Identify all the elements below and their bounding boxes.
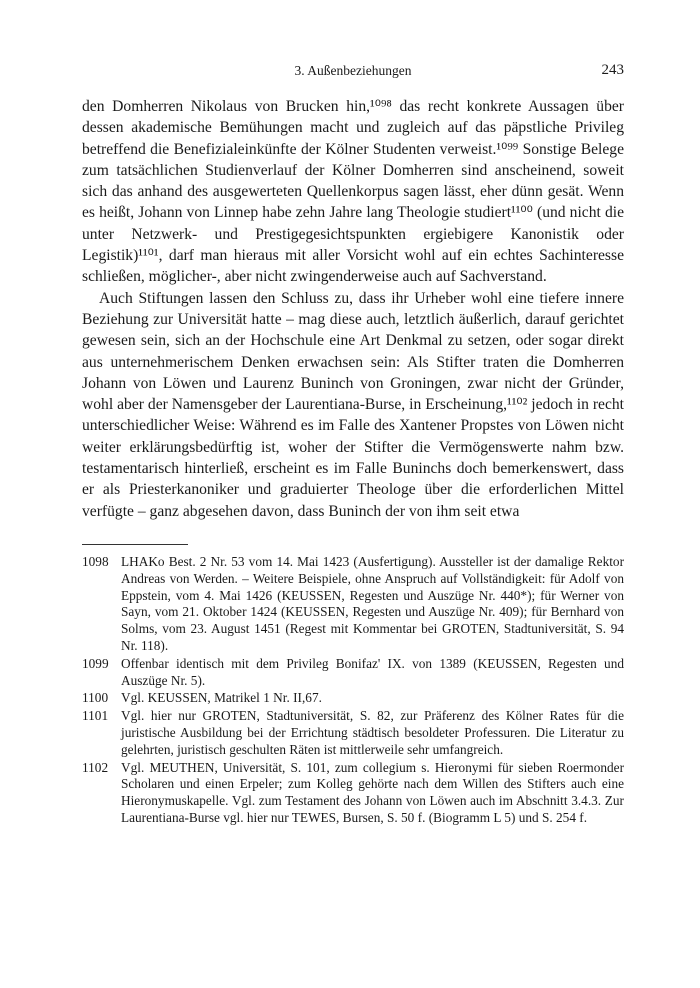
chapter-title: 3. Außenbeziehungen <box>294 63 412 78</box>
footnote-text: Vgl. hier nur GROTEN, Stadtuniversität, S. 82, zur Präferenz des Kölner Rates für die juristische Ausbildung bei der Errichtung städtisch besoldeter Professuren. Die Literatur zu gelehrten, juristisch geschulten Räten ist mittlerweile sehr umfangreich. <box>121 708 624 757</box>
footnote-text: Vgl. MEUTHEN, Universität, S. 101, zum collegium s. Hieronymi für sieben Roermonder Scholaren und einen Erpeler; zum Kolleg gehörte nach dem Willen des Stifters auch eine Hieronymuskapelle. Vgl. zum Testament des Johann von Löwen auch im Abschnitt 3.4.3. Zur Laurentiana-Burse vgl. hier nur TEWES, Bursen, S. 50 f. (Biogramm L 5) und S. 254 f. <box>121 759 624 825</box>
footnote-text: LHAKo Best. 2 Nr. 53 vom 14. Mai 1423 (Ausfertigung). Aussteller ist der damalige Rektor Andreas von Werden. – Weitere Beispiele, ohne Anspruch auf Vollständigkeit: für Adolf von Eppstein, vom 4. Mai 1426 (KEUSSEN, Regesten und Auszüge Nr. 440*); für Werner von Sayn, vom 21. Oktober 1424 (KEUSSEN, Regesten und Auszüge Nr. 409); für Bernhard von Solms, vom 23. August 1451 (Regest mit Kommentar bei GROTEN, Stadtuniversität, S. 94 Nr. 118). <box>121 554 624 653</box>
footnote-number: 1098 <box>82 554 109 569</box>
page-number: 243 <box>601 62 624 78</box>
footnote-1101 <box>82 708 624 758</box>
footnote-number: 1102 <box>82 759 109 775</box>
footnote-number: 1100 <box>82 690 109 706</box>
footnote-separator <box>82 544 188 545</box>
footnotes <box>82 554 624 828</box>
footnote-1099 <box>82 656 624 690</box>
paragraph-2: Auch Stiftungen lassen den Schluss zu, dass ihr Urheber wohl eine tiefere innere Beziehung zur Universität hatte – mag diese auch, letztlich äußerlich, darauf gerichtet gewesen sein, sich an der Hochschule eine Art Denkmal zu setzen, oder sogar direkt aus unternehmerischem Denken erwachsen sein: Als Stifter traten die Domherren Johann von Löwen und Laurenz Buninch von Groningen, zwar nicht der Gründer, wohl aber der Namensgeber der Laurentiana-Burse, in Erscheinung,¹¹⁰² jedoch in recht unterschiedlicher Weise: Während es im Falle des Xantener Propstes von Löwen nicht weiter erklärungsbedürftig ist, woher der Stifter die Vermögenswerte nahm bzw. testamentarisch hinterließ, erscheint es im Falle Buninchs doch bemerkenswert, dass er als Priesterkanoniker und graduierter Theologe über die erforderlichen Mittel verfügte – ganz abgesehen davon, dass Buninch der von ihm seit etwa <box>82 289 624 520</box>
footnote-1098 <box>82 554 624 655</box>
footnote-1100 <box>82 690 624 707</box>
main-text <box>82 96 624 522</box>
footnote-1102 <box>82 760 624 827</box>
paragraph-1: den Domherren Nikolaus von Brucken hin,¹⁰⁹⁸ das recht konkrete Aussagen über dessen akademische Bemühungen macht und zugleich auf das päpstliche Privileg betreffend die Benefizialeinkünfte der Kölner Studenten verweist.¹⁰⁹⁹ Sonstige Belege zum tatsächlichen Studienverlauf der Kölner Domherren sind anscheinend, soweit sich das anhand des ausgewerteten Quellenkorpus sagen lässt, eher dünn gesät. Wenn es heißt, Johann von Linnep habe zehn Jahre lang Theologie studiert¹¹⁰⁰ (und nicht die unter Netzwerk- und Prestigegesichtspunkten ergiebigere Kanonistik oder Legistik)¹¹⁰¹, darf man hieraus mit aller Vorsicht wohl auf ein echtes Sachinteresse schließen, möglicher-, aber nicht zwingenderweise auch auf Sachverstand. <box>82 98 624 286</box>
footnote-number: 1099 <box>82 655 109 671</box>
footnote-text: Vgl. KEUSSEN, Matrikel 1 Nr. II,67. <box>121 690 322 706</box>
footnote-text: Offenbar identisch mit dem Privileg Bonifaz' IX. von 1389 (KEUSSEN, Regesten und Auszüge Nr. 5). <box>121 655 624 688</box>
footnote-number: 1101 <box>82 708 109 724</box>
running-head <box>82 63 624 83</box>
